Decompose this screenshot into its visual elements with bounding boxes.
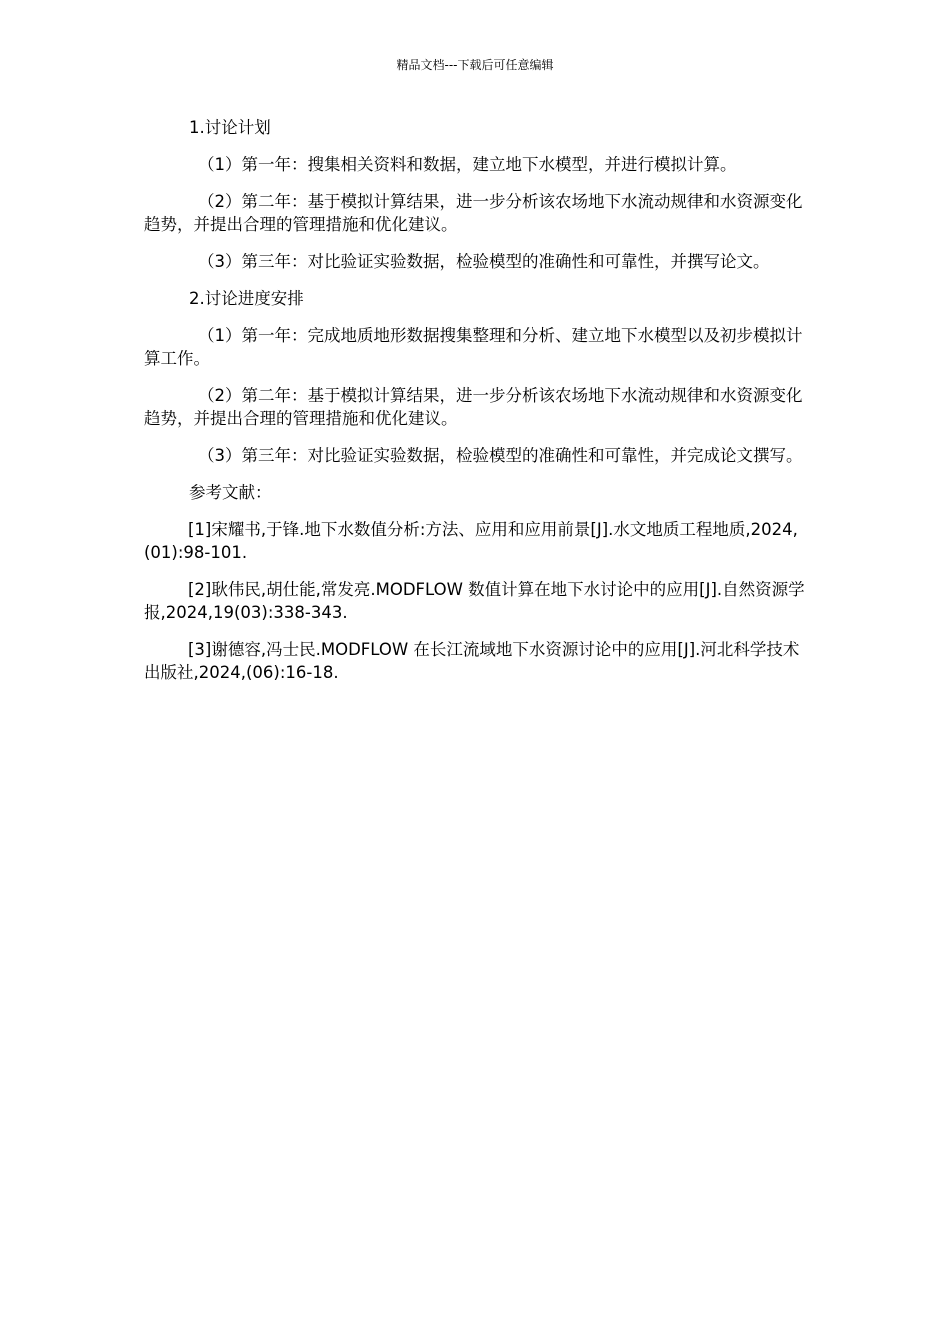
plan-item-3: （3）第三年：对比验证实验数据，检验模型的准确性和可靠性，并撰写论文。 [198, 252, 770, 271]
schedule-item-2: （2）第二年：基于模拟计算结果，进一步分析该农场地下水流动规律和水资源变化趋势，并提出合理的管理措施和优化建议。 [144, 386, 803, 428]
plan-heading: 1.讨论计划 [189, 118, 271, 137]
plan-item-2: （2）第二年：基于模拟计算结果，进一步分析该农场地下水流动规律和水资源变化趋势，并提出合理的管理措施和优化建议。 [144, 192, 803, 234]
schedule-heading: 2.讨论进度安排 [189, 289, 304, 308]
reference-item-1: [1]宋耀书,于锋.地下水数值分析:方法、应用和应用前景[J].水文地质工程地质,2024,(01):98-101. [144, 520, 798, 562]
schedule-item-3: （3）第三年：对比验证实验数据，检验模型的准确性和可靠性，并完成论文撰写。 [198, 446, 803, 465]
references-heading: 参考文献： [189, 483, 272, 502]
reference-item-2: [2]耿伟民,胡仕能,常发亮.MODFLOW 数值计算在地下水讨论中的应用[J].自然资源学报,2024,19(03):338-343. [144, 580, 805, 622]
reference-item-3: [3]谢德容,冯士民.MODFLOW 在长江流域地下水资源讨论中的应用[J].河北科学技术出版社,2024,(06):16-18. [144, 640, 800, 682]
plan-item-1: （1）第一年：搜集相关资料和数据，建立地下水模型，并进行模拟计算。 [198, 155, 737, 174]
page-header: 精品文档---下载后可任意编辑 [396, 58, 554, 72]
document-body [144, 116, 806, 698]
schedule-item-1: （1）第一年：完成地质地形数据搜集整理和分析、建立地下水模型以及初步模拟计算工作。 [144, 326, 803, 368]
